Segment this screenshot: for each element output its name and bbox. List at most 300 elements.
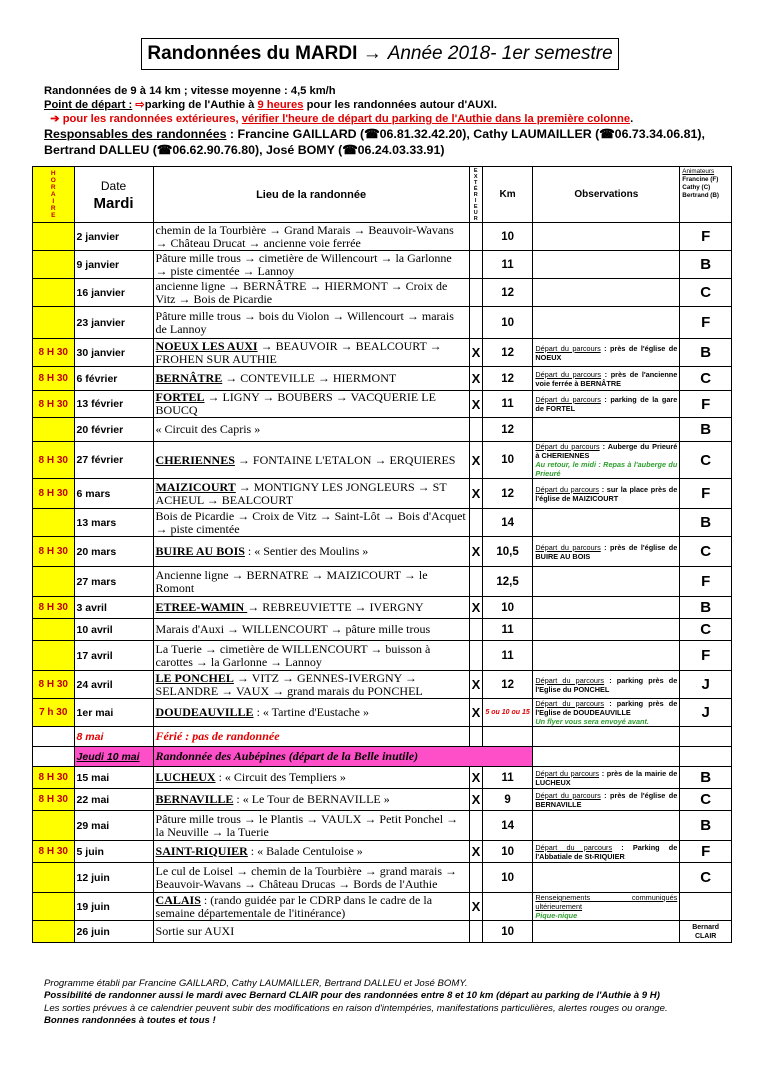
observations-cell (533, 893, 680, 921)
animateur-value: B (700, 817, 712, 834)
horaire-value: 8 H 30 (38, 679, 68, 690)
exterieur-cell (469, 811, 482, 841)
date-cell (74, 811, 153, 841)
exterieur-mark: X (471, 600, 481, 615)
lieu-cell (153, 223, 469, 251)
animateur-cell (680, 727, 732, 747)
date-value: 9 janvier (76, 258, 120, 271)
date-value: 24 avril (76, 678, 113, 691)
km-cell (482, 537, 533, 567)
km-value: 10 (501, 230, 514, 243)
observations-cell (533, 841, 680, 863)
table-row (33, 811, 732, 841)
observation-label: Départ du parcours (535, 790, 601, 800)
km-cell (482, 509, 533, 537)
km-value: 10 (501, 454, 514, 466)
observation-label: Départ du parcours (535, 675, 605, 685)
observations-cell (533, 727, 680, 747)
exterieur-cell (469, 699, 482, 727)
date-value: 3 avril (76, 601, 107, 614)
animateur-francine: Francine (F) (682, 176, 719, 183)
animateur-value: F (701, 647, 711, 664)
exterieur-cell (469, 418, 482, 442)
lieu-cell (153, 767, 469, 789)
animateur-value: B (700, 599, 712, 616)
lieu-cell (153, 307, 469, 339)
header-animateurs (680, 167, 732, 223)
exterieur-cell (469, 509, 482, 537)
lieu-town: ETREE-WAMIN (155, 600, 248, 614)
horaire-cell (33, 537, 75, 567)
km-cell (482, 279, 533, 307)
exterieur-cell (469, 223, 482, 251)
horaire-value: 8 H 30 (38, 602, 68, 613)
schedule-table (32, 166, 732, 943)
lieu-value: : « Sentier des Moulins » (244, 544, 369, 558)
table-row (33, 921, 732, 943)
observations-cell (533, 537, 680, 567)
horaire-value: 8 H 30 (38, 546, 68, 557)
lieu-town: LUCHEUX (155, 770, 216, 784)
lieu-value: → LIGNY → BOUBERS → VACQUERIE LE BOUCQ (155, 390, 436, 417)
lieu-value: → VITZ → GENNES-IVERGNY → SELANDRE → VAUX → grand marais du PONCHEL (155, 670, 423, 698)
animateur-value: F (701, 485, 711, 502)
animateur-value: F (701, 843, 711, 860)
date-cell (74, 279, 153, 307)
km-cell (482, 251, 533, 279)
table-row (33, 251, 732, 279)
observation-label: Départ du parcours (535, 369, 602, 379)
animateur-value: F (701, 395, 711, 413)
animateur-cell (680, 479, 732, 509)
header-observations: Observations (533, 167, 680, 223)
km-cell (482, 223, 533, 251)
km-value: 10 (501, 925, 514, 938)
date-cell (74, 339, 153, 367)
observations-cell (533, 479, 680, 509)
animateur-cell (680, 893, 732, 921)
lieu-cell (153, 699, 469, 727)
horaire-value: 8 H 30 (38, 454, 68, 466)
lieu-town: CHERIENNES (155, 452, 235, 467)
horaire-value: 8 H 30 (38, 373, 68, 384)
table-row (33, 537, 732, 567)
lieu-cell (153, 418, 469, 442)
animateur-value: C (700, 621, 712, 638)
lieu-value: Bois de Picardie → Croix de Vitz → Saint-Lôt → Bois d'Acquet → piste cimentée (155, 508, 466, 536)
km-value: 9 (504, 793, 511, 806)
footer-line4: Bonnes randonnées à toutes et tous ! (44, 1015, 216, 1027)
km-cell (482, 699, 533, 727)
lieu-value: : (rando guidée par le CDRP dans le cadre de la semaine départementale de l'itinérance) (155, 892, 433, 920)
title-arrow: → (362, 43, 382, 64)
observation-label: Départ du parcours (535, 484, 600, 494)
date-value: 17 avril (76, 649, 113, 662)
date-cell (74, 418, 153, 442)
animateur-cell (680, 789, 732, 811)
header-exterieur (469, 167, 482, 223)
animateur-cell (680, 641, 732, 671)
exterieur-cell (469, 251, 482, 279)
observations-cell (533, 223, 680, 251)
lieu-town: LE PONCHEL (155, 670, 234, 685)
lieu-value: Le cul de Loisel → chemin de la Tourbière → grand marais → Beauvoir-Wavans → Château Drucas → Bords de l'Authie (155, 863, 458, 891)
exterior-text3: . (630, 113, 634, 125)
animateur-cell (680, 442, 732, 479)
title-year: Année 2018- 1er semestre (387, 43, 613, 64)
animateur-cell (680, 509, 732, 537)
title-main: Randonnées du MARDI (147, 43, 358, 64)
animateur-cell (680, 567, 732, 597)
km-cell (482, 893, 533, 921)
horaire-value: 8 H 30 (38, 347, 68, 358)
date-value: 6 mars (76, 487, 111, 500)
horaire-cell (33, 391, 75, 418)
date-value: 30 janvier (76, 346, 125, 359)
km-cell (482, 811, 533, 841)
observations-cell (533, 789, 680, 811)
exterieur-cell (469, 597, 482, 619)
horaire-cell (33, 699, 75, 727)
lieu-cell (153, 279, 469, 307)
date-cell (74, 509, 153, 537)
animateur-cell (680, 921, 732, 943)
km-value: 12 (501, 346, 514, 359)
km-cell (482, 307, 533, 339)
exterieur-cell (469, 279, 482, 307)
lieu-value: : « Tartine d'Eustache » (253, 705, 369, 719)
animateur-cathy: Cathy (C) (682, 184, 711, 191)
horaire-cell (33, 307, 75, 339)
date-value: 13 février (76, 398, 124, 410)
km-value: 12,5 (496, 575, 519, 588)
exterieur-cell (469, 671, 482, 699)
exterior-text2: vérifier l'heure de départ du parking de l'Authie dans la première colonne (241, 113, 631, 125)
exterior-text1: pour les randonnées extérieures, (59, 113, 242, 125)
animateur-cell (680, 279, 732, 307)
table-row (33, 307, 732, 339)
exterieur-cell (469, 921, 482, 943)
table-row (33, 339, 732, 367)
lieu-cell (153, 479, 469, 509)
lieu-cell (153, 367, 469, 391)
observation-value: : parking près de l'Eglise du PONCHEL (535, 675, 678, 694)
date-value: 15 mai (76, 771, 110, 784)
date-cell (74, 537, 153, 567)
horaire-label: H O R A I R E (50, 170, 56, 219)
animateur-value: J (701, 704, 710, 721)
date-cell (74, 841, 153, 863)
lieu-cell (153, 893, 469, 921)
observation-value: : près de l'église de BUIRE AU BOIS (535, 542, 678, 561)
animateur-value: C (700, 543, 712, 560)
horaire-cell (33, 863, 75, 893)
horaire-value: 8 H 30 (38, 772, 68, 783)
lieu-cell (153, 509, 469, 537)
date-cell (74, 727, 153, 747)
km-cell (482, 339, 533, 367)
horaire-cell (33, 893, 75, 921)
horaire-cell (33, 671, 75, 699)
table-row (33, 442, 732, 479)
horaire-cell (33, 767, 75, 789)
observations-cell (533, 619, 680, 641)
mardi-label: Mardi (93, 194, 134, 212)
departure-label: Point de départ : (44, 99, 133, 111)
lieu-cell (153, 619, 469, 641)
animateur-value: C (700, 791, 712, 808)
observation-label: Départ du parcours (535, 542, 601, 552)
lieu-value: → FONTAINE L'ETALON → ERQUIERES (234, 452, 456, 467)
lieu-town: BERNAVILLE (155, 792, 234, 806)
exterieur-mark: X (471, 792, 481, 807)
table-row (33, 597, 732, 619)
exterieur-cell (469, 391, 482, 418)
km-cell (482, 367, 533, 391)
date-value: 13 mars (76, 516, 117, 529)
observation-label: Départ du parcours (535, 343, 601, 353)
animateur-cell (680, 747, 732, 767)
lieu-value: : « Balade Centuloise » (247, 844, 363, 858)
horaire-cell (33, 367, 75, 391)
header-km: Km (482, 167, 533, 223)
animateur-value: F (701, 573, 711, 590)
observations-cell (533, 279, 680, 307)
km-value: 12 (501, 372, 514, 385)
km-cell (482, 479, 533, 509)
horaire-cell (33, 841, 75, 863)
table-row (33, 619, 732, 641)
observations-cell (533, 641, 680, 671)
intro-responsables-2: Bertrand DALLEU (☎06.62.90.76.80), José BOMY (☎06.24.03.33.91) (44, 143, 445, 157)
observation-value: : près de l'église de BERNAVILLE (535, 790, 678, 809)
lieu-value: → MONTIGNY LES JONGLEURS → ST ACHEUL → BEALCOURT (155, 479, 447, 507)
observation-note: Pique-nique (535, 911, 578, 920)
date-cell (74, 767, 153, 789)
header-date (74, 167, 153, 223)
date-value: 23 janvier (76, 316, 125, 329)
km-value: 11 (501, 771, 514, 784)
date-value: 26 juin (76, 925, 110, 938)
date-cell (74, 479, 153, 509)
horaire-cell (33, 442, 75, 479)
observations-cell (533, 418, 680, 442)
date-cell (74, 391, 153, 418)
observation-label: Renseignements communiqués ultérieurement (535, 893, 678, 911)
header-lieu: Lieu de la randonnée (153, 167, 469, 223)
date-cell (74, 641, 153, 671)
animateur-cell (680, 597, 732, 619)
date-cell (74, 307, 153, 339)
animateur-cell (680, 339, 732, 367)
km-cell (482, 641, 533, 671)
date-cell (74, 597, 153, 619)
exterieur-mark: X (471, 396, 481, 412)
intro-block (44, 84, 734, 158)
km-value: 14 (501, 516, 514, 529)
animateur-value: C (700, 451, 712, 469)
animateur-cell (680, 307, 732, 339)
horaire-value: 7 h 30 (39, 707, 68, 718)
exterieur-mark: X (471, 899, 481, 914)
lieu-value: → BEAUVOIR → BEALCOURT → FROHEN SUR AUTHIE (155, 338, 442, 366)
horaire-cell (33, 921, 75, 943)
animateur-value: B (700, 514, 712, 531)
observation-value: : près de l'ancienne voie ferrée à BERNÂTRE (535, 369, 678, 388)
animateur-value: Bernard CLAIR (692, 923, 720, 940)
date-cell (74, 699, 153, 727)
horaire-cell (33, 619, 75, 641)
lieu-value: Pâture mille trous → bois du Violon → Willencourt → marais de Lannoy (155, 308, 454, 336)
animateur-value: B (700, 344, 712, 361)
observations-cell (533, 442, 680, 479)
km-cell (482, 597, 533, 619)
date-value: 20 mars (76, 545, 117, 558)
observations-cell (533, 767, 680, 789)
date-cell (74, 747, 153, 767)
page-title (141, 38, 619, 70)
animateur-cell (680, 811, 732, 841)
special-label: Randonnée des Aubépines (départ de la Belle inutile) (155, 749, 419, 763)
horaire-value: 8 H 30 (38, 846, 68, 857)
animateur-cell (680, 767, 732, 789)
lieu-cell (153, 841, 469, 863)
date-value: 22 mai (76, 793, 110, 806)
km-cell (482, 727, 533, 747)
table-row (33, 391, 732, 418)
lieu-cell (153, 863, 469, 893)
animateur-cell (680, 391, 732, 418)
date-value: 6 février (76, 372, 118, 385)
exterieur-cell (469, 339, 482, 367)
date-cell (74, 921, 153, 943)
km-value: 12 (501, 423, 514, 436)
table-row (33, 767, 732, 789)
lieu-cell (153, 251, 469, 279)
lieu-cell (153, 747, 533, 767)
exterieur-cell (469, 367, 482, 391)
date-cell (74, 671, 153, 699)
animateur-cell (680, 367, 732, 391)
date-label: Date (100, 178, 127, 193)
exterieur-cell (469, 537, 482, 567)
table-row (33, 893, 732, 921)
lieu-value: → CONTEVILLE → HIERMONT (222, 371, 397, 385)
table-row (33, 279, 732, 307)
horaire-cell (33, 279, 75, 307)
lieu-town: MAIZICOURT (155, 479, 236, 494)
animateur-cell (680, 671, 732, 699)
departure-arrow-icon: ⇨ (135, 99, 145, 111)
lieu-cell (153, 811, 469, 841)
date-cell (74, 567, 153, 597)
km-cell (482, 789, 533, 811)
horaire-cell (33, 509, 75, 537)
lieu-cell (153, 921, 469, 943)
lieu-value: Marais d'Auxi → WILLENCOURT → pâture mille trous (155, 622, 431, 636)
horaire-value: 8 H 30 (38, 398, 68, 410)
intro-line1: Randonnées de 9 à 14 km ; vitesse moyenne : 4,5 km/h (44, 85, 336, 97)
date-value: 2 janvier (76, 230, 120, 243)
horaire-cell (33, 251, 75, 279)
exterieur-mark: X (471, 345, 481, 360)
horaire-cell (33, 418, 75, 442)
observations-cell (533, 747, 680, 767)
date-cell (74, 367, 153, 391)
observations-cell (533, 339, 680, 367)
table-row (33, 699, 732, 727)
table-row (33, 367, 732, 391)
footer-line1: Programme établi par Francine GAILLARD, Cathy LAUMAILLER, Bertrand DALLEU et José BOMY. (44, 978, 468, 989)
exterieur-mark: X (471, 844, 481, 859)
lieu-value: → REBREUVIETTE → IVERGNY (247, 600, 424, 614)
lieu-town: CALAIS (155, 892, 201, 907)
km-value: 11 (501, 398, 514, 410)
observation-label: Départ du parcours (535, 442, 600, 451)
exterieur-mark: X (471, 705, 481, 720)
lieu-value: « Circuit des Capris » (155, 422, 261, 436)
date-cell (74, 223, 153, 251)
animateur-value: F (701, 228, 711, 245)
lieu-value: ancienne ligne → BERNÂTRE → HIERMONT → Croix de Vitz → Bois de Picardie (155, 278, 448, 306)
exterieur-mark: X (471, 452, 481, 468)
km-value: 10 (501, 601, 514, 614)
horaire-cell (33, 811, 75, 841)
lieu-cell (153, 727, 469, 747)
km-cell (482, 767, 533, 789)
km-value: 10 (501, 845, 514, 858)
observation-value: : près de la mairie de LUCHEUX (535, 768, 678, 787)
animateur-value: B (700, 421, 712, 438)
lieu-value: Pâture mille trous → cimetière de Willencourt → la Garlonne → piste cimentée → Lannoy (155, 250, 452, 278)
horaire-value: 8 H 30 (38, 488, 68, 499)
date-value: 10 avril (76, 623, 113, 636)
exterieur-mark: X (471, 544, 481, 559)
animateur-cell (680, 619, 732, 641)
responsables-label: Responsables des randonnées (44, 127, 227, 141)
table-row (33, 223, 732, 251)
exterieur-cell (469, 789, 482, 811)
km-value: 5 ou 10 ou 15 (485, 709, 530, 716)
exterieur-mark: X (471, 486, 481, 501)
lieu-value: : « Circuit des Templiers » (215, 770, 346, 784)
date-cell (74, 619, 153, 641)
km-value: 10,5 (496, 545, 519, 558)
observation-value: : près de l'église de NOEUX (535, 343, 678, 362)
lieu-cell (153, 671, 469, 699)
lieu-town: FORTEL (155, 390, 205, 404)
horaire-cell (33, 641, 75, 671)
observations-cell (533, 811, 680, 841)
exterieur-cell (469, 727, 482, 747)
lieu-value: Ancienne ligne → BERNATRE → MAIZICOURT → le Romont (155, 567, 428, 595)
animateur-value: F (701, 314, 711, 331)
observations-cell (533, 863, 680, 893)
table-row (33, 841, 732, 863)
observation-label: Départ du parcours (535, 699, 605, 708)
lieu-cell (153, 641, 469, 671)
animateur-cell (680, 223, 732, 251)
date-value: 20 février (76, 423, 124, 436)
km-cell (482, 841, 533, 863)
departure-text2: pour les randonnées autour d'AUXI. (303, 99, 497, 111)
lieu-value: : « Le Tour de BERNAVILLE » (233, 792, 390, 806)
observations-cell (533, 699, 680, 727)
observation-value: : sur la place près de l'église de MAIZICOURT (535, 484, 678, 503)
lieu-value: Sortie sur AUXI (155, 924, 235, 938)
animateur-cell (680, 418, 732, 442)
intro-exterior (44, 112, 734, 126)
